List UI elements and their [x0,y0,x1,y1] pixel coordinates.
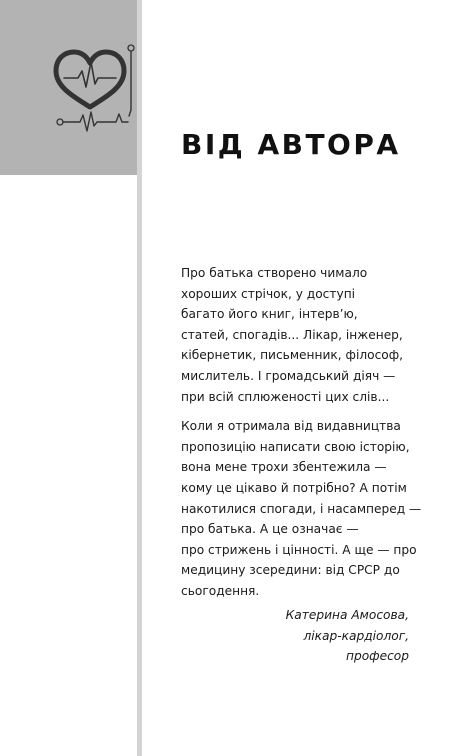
text-line: Коли я отримала від видавництва [181,419,401,434]
text-line: медицину зсередини: від СРСР до [181,563,400,578]
paragraph-1 [181,263,421,407]
page-title: ВІД АВТОРА [181,128,401,161]
heart-cardiogram-icon [50,40,140,140]
text-line: мислитель. І громадський діяч — [181,368,396,383]
text-line: вона мене трохи збентежила — [181,460,387,475]
signature-title: професор [346,649,409,664]
text-line: про стрижень і цінності. А ще — про [181,542,417,557]
paragraph-2 [181,416,421,601]
text-line: пропозицію написати свою історію, [181,439,410,454]
text-line: кібернетик, письменник, філософ, [181,348,404,363]
text-line: статей, спогадів... Лікар, інженер, [181,327,403,342]
text-line: багато його книг, інтерв’ю, [181,307,358,322]
signature-name: Катерина Амосова, [285,608,409,622]
author-signature [286,605,409,667]
text-line: при всій сплюженості цих слів... [181,389,390,404]
text-line: про батька. А це означає — [181,522,359,537]
text-line: накотилися спогади, і насамперед — [181,501,422,516]
signature-role: лікар-кардіолог, [303,628,409,643]
text-line: хороших стрічок, у доступі [181,286,356,301]
text-line: сьогодення. [181,583,260,598]
text-line: Про батька створено чимало [181,266,368,280]
text-line: кому це цікаво й потрібно? А потім [181,480,407,495]
author-preface-text [181,263,421,602]
